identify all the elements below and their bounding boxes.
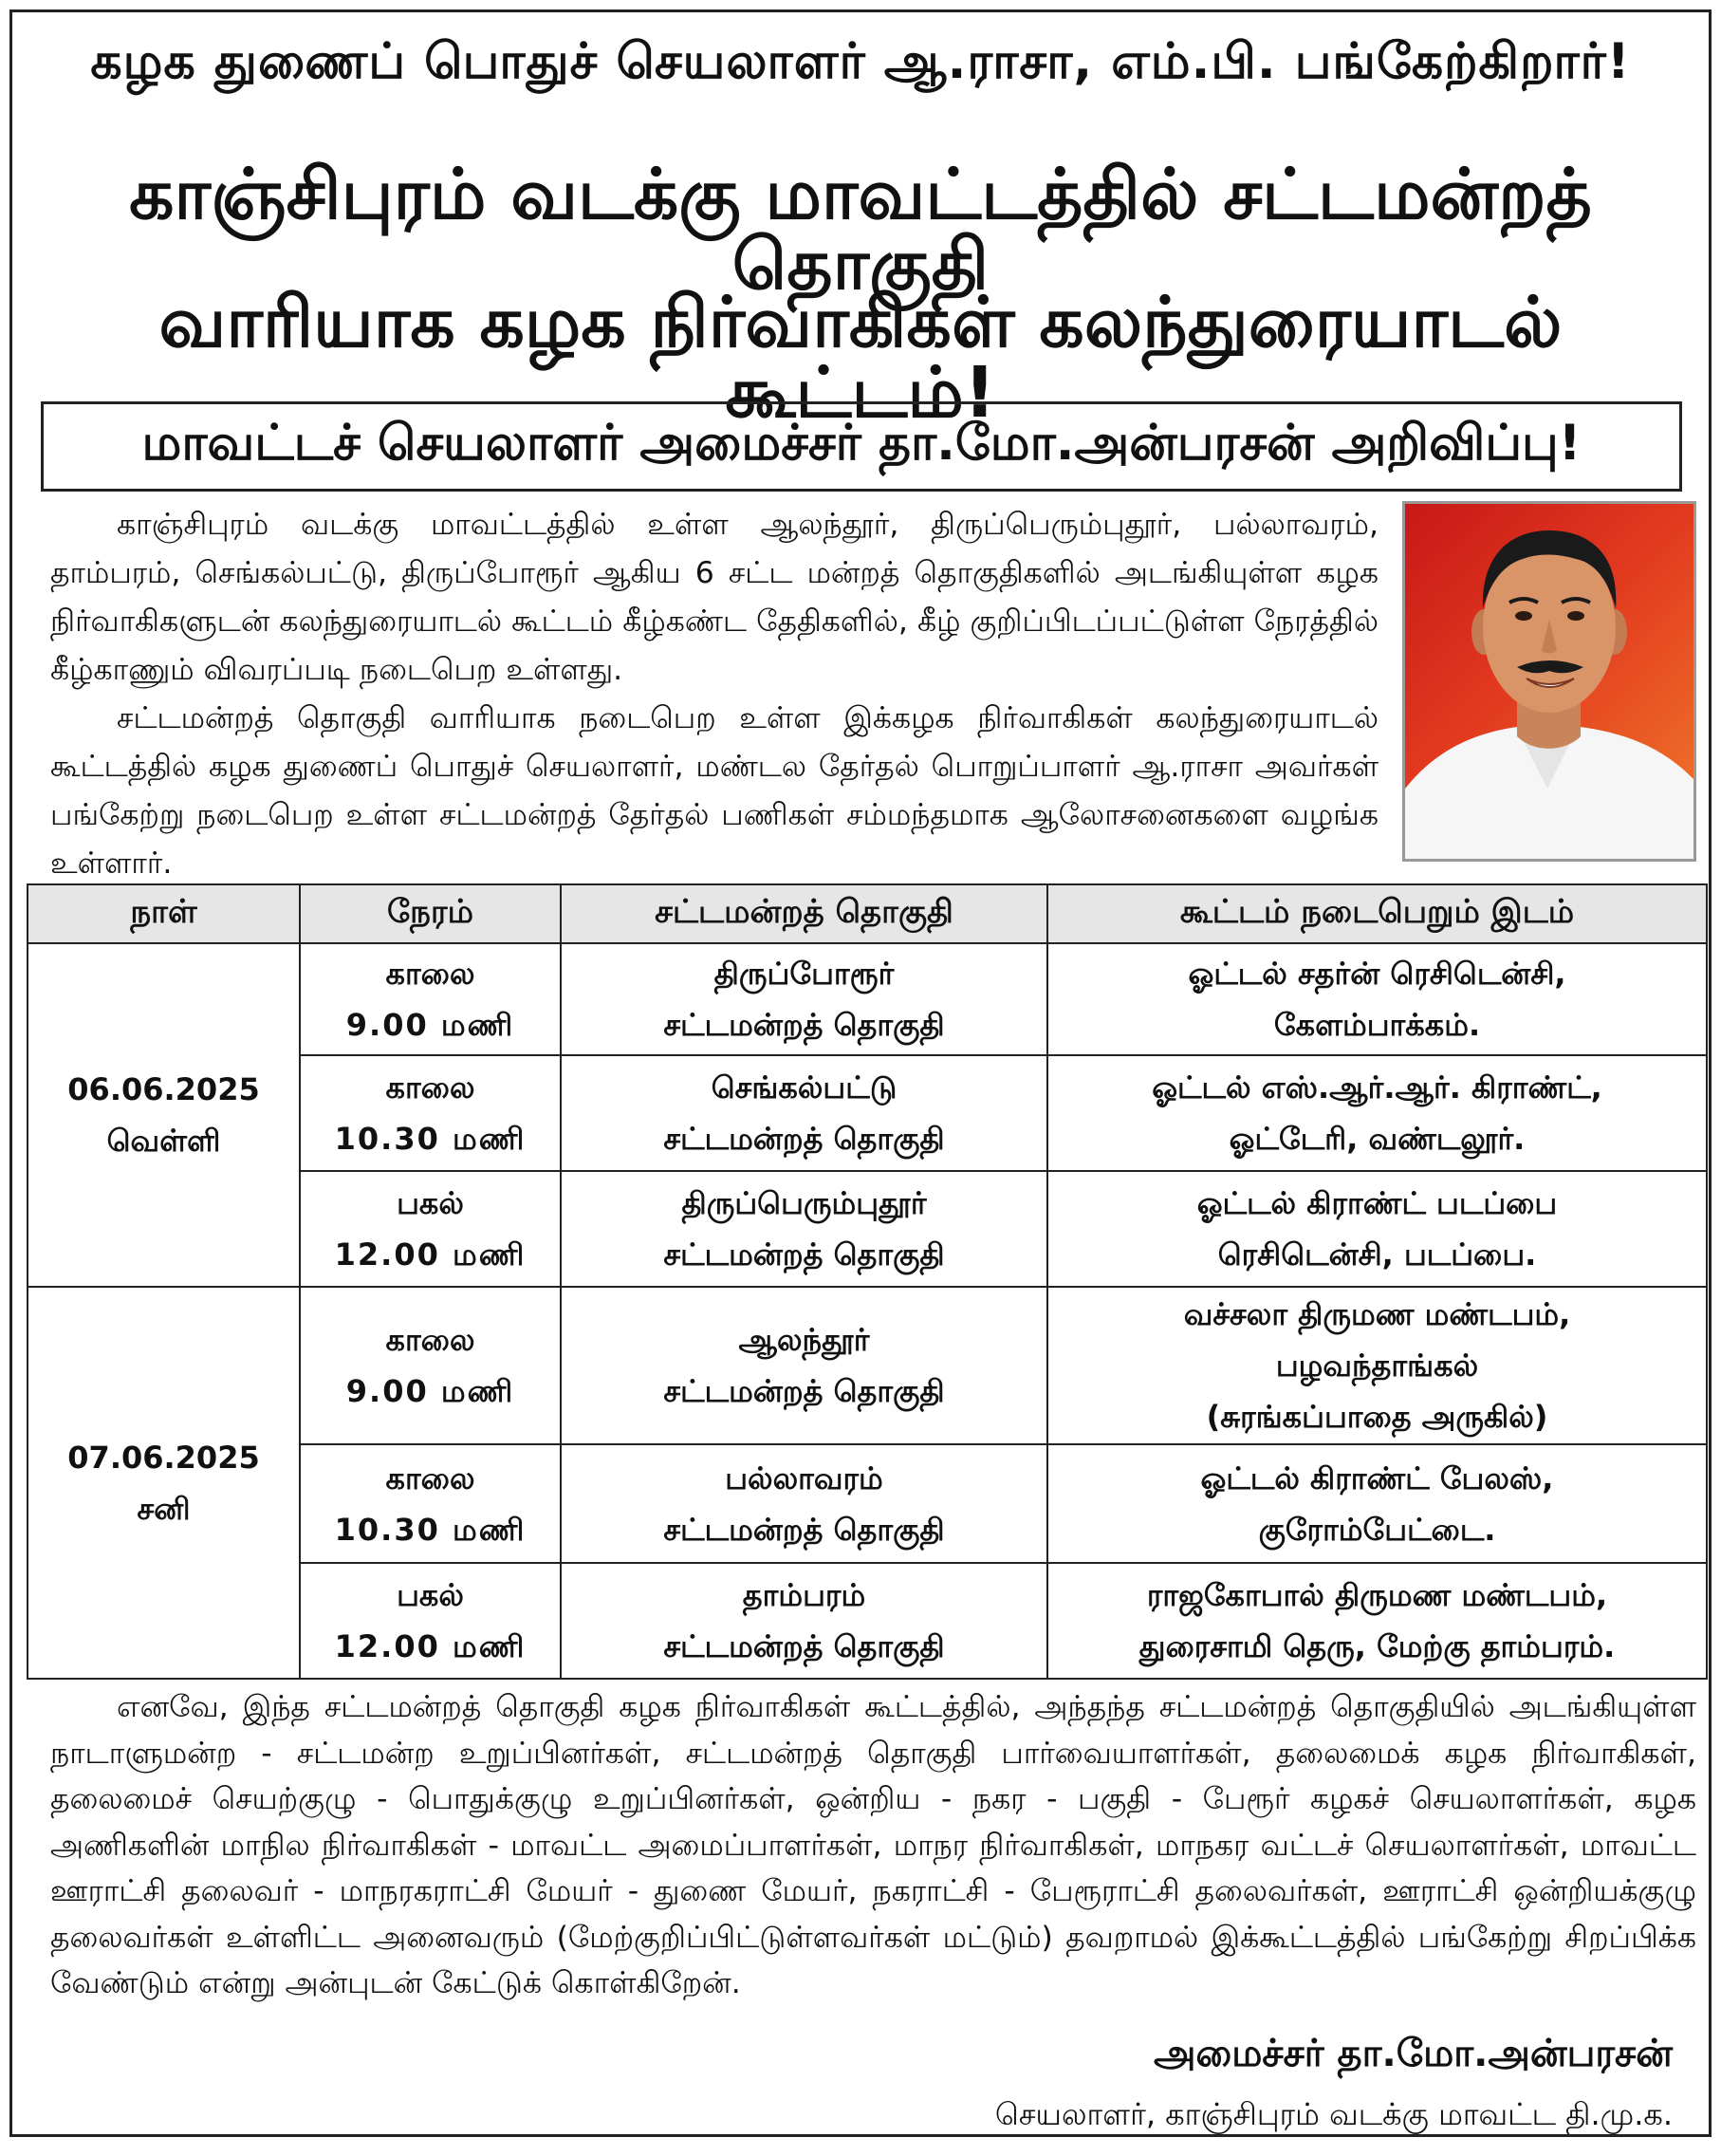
date-text: 07.06.2025 bbox=[67, 1439, 260, 1476]
headline-line-2: வாரியாக கழக நிர்வாகிகள் கலந்துரையாடல் கூட்டம்! bbox=[158, 282, 1563, 434]
venue-cell: வச்சலா திருமண மண்டபம், பழவந்தாங்கல் (சுரங்கப்பாதை அருகில்) bbox=[1047, 1287, 1707, 1444]
header-constituency: சட்டமன்றத் தொகுதி bbox=[561, 884, 1047, 943]
day-text: சனி bbox=[137, 1490, 191, 1527]
venue-cell: ஓட்டல் சதர்ன் ரெசிடென்சி, கேளம்பாக்கம். bbox=[1047, 943, 1707, 1055]
header-venue: கூட்டம் நடைபெறும் இடம் bbox=[1047, 884, 1707, 943]
time-cell: பகல் 12.00 மணி bbox=[300, 1563, 561, 1679]
constituency-cell: ஆலந்தூர் சட்டமன்றத் தொகுதி bbox=[561, 1287, 1047, 1444]
headline-line-1: காஞ்சிபுரம் வடக்கு மாவட்டத்தில் சட்டமன்றத் தொகுதி bbox=[129, 154, 1592, 306]
intro-text bbox=[50, 501, 1379, 888]
minister-portrait bbox=[1402, 501, 1696, 862]
venue-cell: ஓட்டல் எஸ்.ஆர்.ஆர். கிராண்ட், ஓட்டேரி, வண்டலூர். bbox=[1047, 1055, 1707, 1171]
venue-cell: ஓட்டல் கிராண்ட் படப்பை ரெசிடென்சி, படப்பை. bbox=[1047, 1171, 1707, 1287]
intro-paragraph-1: காஞ்சிபுரம் வடக்கு மாவட்டத்தில் உள்ள ஆலந்தூர், திருப்பெரும்புதூர், பல்லாவரம், தாம்பரம், செங்கல்பட்டு, திருப்போரூர் ஆகிய 6 சட்ட மன்றத் தொகுதிகளில் அடங்கியுள்ள கழக நிர்வாகிகளுடன் கலந்துரையாடல் கூட்டம் கீழ்கண்ட தேதிகளில், கீழ் குறிப்பிடப்பட்டுள்ள நேரத்தில் கீழ்காணும் விவரப்படி நடைபெற உள்ளது. bbox=[50, 508, 1379, 687]
day-text: வெள்ளி bbox=[106, 1123, 221, 1159]
constituency-cell: திருப்போரூர் சட்டமன்றத் தொகுதி bbox=[561, 943, 1047, 1055]
constituency-cell: செங்கல்பட்டு சட்டமன்றத் தொகுதி bbox=[561, 1055, 1047, 1171]
signature-name: அமைச்சர் தா.மோ.அன்பரசன் bbox=[1153, 2032, 1673, 2075]
date-cell bbox=[28, 943, 300, 1287]
signature-title: செயலாளர், காஞ்சிபுரம் வடக்கு மாவட்ட தி.மு.க. bbox=[994, 2096, 1673, 2132]
intro-paragraph-2: சட்டமன்றத் தொகுதி வாரியாக நடைபெற உள்ள இக்கழக நிர்வாகிகள் கலந்துரையாடல் கூட்டத்தில் கழக துணைப் பொதுச் செயலாளர், மண்டல தேர்தல் பொறுப்பாளர் ஆ.ராசா அவர்கள் பங்கேற்று நடைபெற உள்ள சட்டமன்றத் தேர்தல் பணிகள் சம்மந்தமாக ஆலோசனைகளை வழங்க உள்ளார். bbox=[50, 701, 1379, 881]
time-cell: காலை 9.00 மணி bbox=[300, 943, 561, 1055]
table-row bbox=[28, 1287, 1707, 1444]
schedule-table bbox=[27, 883, 1708, 1680]
venue-cell: ராஜகோபால் திருமண மண்டபம், துரைசாமி தெரு, மேற்கு தாம்பரம். bbox=[1047, 1563, 1707, 1679]
closing-text bbox=[50, 1684, 1696, 2007]
table-row bbox=[28, 943, 1707, 1055]
time-cell: பகல் 12.00 மணி bbox=[300, 1171, 561, 1287]
time-cell: காலை 10.30 மணி bbox=[300, 1444, 561, 1563]
announcement-box bbox=[41, 401, 1682, 492]
time-cell: காலை 9.00 மணி bbox=[300, 1287, 561, 1444]
time-cell: காலை 10.30 மணி bbox=[300, 1055, 561, 1171]
table-header-row bbox=[28, 884, 1707, 943]
constituency-cell: பல்லாவரம் சட்டமன்றத் தொகுதி bbox=[561, 1444, 1047, 1563]
venue-cell: ஓட்டல் கிராண்ட் பேலஸ், குரோம்பேட்டை. bbox=[1047, 1444, 1707, 1563]
announcement-text: மாவட்டச் செயலாளர் அமைச்சர் தா.மோ.அன்பரசன் அறிவிப்பு! bbox=[141, 415, 1582, 472]
header-date: நாள் bbox=[28, 884, 300, 943]
top-subheading: கழக துணைப் பொதுச் செயலாளர் ஆ.ராசா, எம்.பி. பங்கேற்கிறார்! bbox=[90, 33, 1631, 90]
constituency-cell: தாம்பரம் சட்டமன்றத் தொகுதி bbox=[561, 1563, 1047, 1679]
notice-page bbox=[9, 9, 1712, 2137]
date-cell bbox=[28, 1287, 300, 1679]
constituency-cell: திருப்பெரும்புதூர் சட்டமன்றத் தொகுதி bbox=[561, 1171, 1047, 1287]
header-time: நேரம் bbox=[300, 884, 561, 943]
closing-paragraph: எனவே, இந்த சட்டமன்றத் தொகுதி கழக நிர்வாகிகள் கூட்டத்தில், அந்தந்த சட்டமன்றத் தொகுதியில் அடங்கியுள்ள நாடாளுமன்ற - சட்டமன்ற உறுப்பினர்கள், சட்டமன்றத் தொகுதி பார்வையாளர்கள், தலைமைக் கழக நிர்வாகிகள், தலைமைச் செயற்குழு - பொதுக்குழு உறுப்பினர்கள், ஒன்றிய - நகர - பகுதி - பேரூர் கழகச் செயலாளர்கள், கழக அணிகளின் மாநில நிர்வாகிகள் - மாவட்ட அமைப்பாளர்கள், மாநர நிர்வாகிகள், மாநகர வட்டச் செயலாளர்கள், மாவட்ட ஊராட்சி தலைவர் - மாநரகராட்சி மேயர் - துணை மேயர், நகராட்சி - பேரூராட்சி தலைவர்கள், ஊராட்சி ஒன்றியக்குழு தலைவர்கள் உள்ளிட்ட அனைவரும் (மேற்குறிப்பிட்டுள்ளவர்கள் மட்டும்) தவறாமல் இக்கூட்டத்தில் பங்கேற்று சிறப்பிக்க வேண்டும் என்று அன்புடன் கேட்டுக் கொள்கிறேன். bbox=[50, 1690, 1696, 2000]
portrait-illustration bbox=[1405, 504, 1693, 859]
date-text: 06.06.2025 bbox=[67, 1071, 260, 1107]
